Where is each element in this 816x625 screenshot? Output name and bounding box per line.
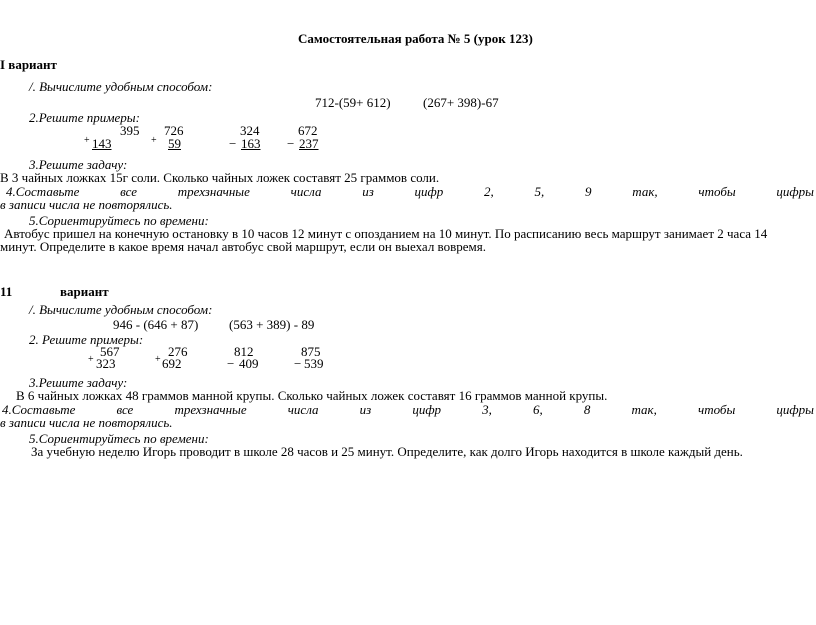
v2-ex1-top: 567 xyxy=(100,344,120,359)
v1-ex1-bottom: 143 xyxy=(92,136,112,151)
v2-ex3-top: 812 xyxy=(234,344,254,359)
v1-task4-word: 4.Составьте xyxy=(6,184,80,199)
v1-task1-label: /. Вычислите удобным способом: xyxy=(29,79,213,94)
v2-ex4-bottom: 539 xyxy=(304,356,324,371)
v1-ex1-op: + xyxy=(84,135,90,146)
v2-task4-word: трехзначные xyxy=(174,402,247,417)
v2-ex1-op: + xyxy=(88,354,94,365)
v2-task3-label: 3.Решите задачу: xyxy=(29,375,128,390)
v1-ex3-bottom: 163 xyxy=(241,136,261,151)
v1-task5-label: 5.Сориентируйтесь по времени: xyxy=(29,213,209,228)
v1-ex1-top: 395 xyxy=(120,123,140,138)
v2-task4-word: 8 xyxy=(583,402,591,417)
v2-task4-line2: в записи числа не повторялись. xyxy=(0,415,173,430)
v2-task4-word: все xyxy=(116,402,134,417)
v2-task5-label: 5.Сориентируйтесь по времени: xyxy=(29,431,209,446)
v1-task4-word: так, xyxy=(632,184,658,199)
v1-task4-word: трехзначные xyxy=(177,184,250,199)
v2-task4-word: чтобы xyxy=(698,402,736,417)
v2-task5-text: За учебную неделю Игорь проводит в школе 28 часов и 25 минут. Определите, как долго Игорь находится в школе каждый день. xyxy=(31,444,743,459)
v2-ex4-op: − xyxy=(294,356,302,371)
v2-task3-text: В 6 чайных ложках 48 граммов манной крупы. Сколько чайных ложек составят 16 граммов манной крупы. xyxy=(16,388,608,403)
v2-task4-word: цифры xyxy=(776,402,814,417)
v1-task4-word: 2, xyxy=(484,184,494,199)
v1-task4-word: из xyxy=(362,184,374,199)
v1-task4-word: цифры xyxy=(776,184,814,199)
v2-ex2-top: 276 xyxy=(168,344,188,359)
v2-task4-word: из xyxy=(359,402,372,417)
v2-ex2-bottom: 692 xyxy=(162,356,182,371)
v1-task3-text: В 3 чайных ложках 15г соли. Сколько чайных ложек составят 25 граммов соли. xyxy=(0,170,440,185)
v2-ex1-bottom: 323 xyxy=(96,356,116,371)
v1-task2-label: 2.Решите примеры: xyxy=(29,110,140,125)
v1-ex4-op: − xyxy=(287,136,295,151)
v2-task4-word: числа xyxy=(287,402,319,417)
v1-ex3-top: 324 xyxy=(240,123,260,138)
v1-ex3-op: − xyxy=(229,136,237,151)
v2-task2-label: 2. Решите примеры: xyxy=(29,332,144,347)
v1-task4-word: 5, xyxy=(534,184,545,199)
v1-task1-expr2: (267+ 398)-67 xyxy=(423,95,499,110)
v1-task4-word: цифр xyxy=(414,184,444,199)
variant-1-heading: I вариант xyxy=(0,57,57,72)
v1-task4-line2: в записи числа не повторялись. xyxy=(0,197,173,212)
v1-task5-line2: минут. Определите в какое время начал автобус свой маршрут, если он выехал вовремя. xyxy=(0,239,486,254)
v1-task4-word: чтобы xyxy=(698,184,736,199)
v1-task1-expr1: 712-(59+ 612) xyxy=(315,95,391,110)
v1-ex2-op: + xyxy=(151,135,157,146)
v2-task4-word: 3, xyxy=(482,402,492,417)
v2-ex2-op: + xyxy=(155,354,161,365)
page-title: Самостоятельная работа № 5 (урок 123) xyxy=(298,31,533,46)
v1-task4-word: все xyxy=(120,184,137,199)
v2-task1-expr1: 946 - (646 + 87) xyxy=(113,317,199,332)
v2-task4-word: 6, xyxy=(533,402,543,417)
variant-2-heading-number: 11 xyxy=(0,284,13,299)
v2-task4-word: цифр xyxy=(412,402,442,417)
v1-ex4-bottom: 237 xyxy=(299,136,319,151)
v2-ex3-op: − xyxy=(227,356,235,371)
v1-ex2-top: 726 xyxy=(164,123,184,138)
v1-task4-word: числа xyxy=(290,184,322,199)
v1-ex4-top: 672 xyxy=(298,123,318,138)
v2-task1-label: /. Вычислите удобным способом: xyxy=(29,302,213,317)
v1-task5-line1: Автобус пришел на конечную остановку в 10 часов 12 минут с опозданием на 10 минут. По расписанию весь маршрут занимает 2 часа 14 xyxy=(4,226,768,241)
v1-task3-label: 3.Решите задачу: xyxy=(29,157,128,172)
v1-ex2-bottom: 59 xyxy=(168,136,181,151)
v2-task4-word: так, xyxy=(631,402,657,417)
v2-ex3-bottom: 409 xyxy=(239,356,259,371)
variant-2-heading: вариант xyxy=(60,284,109,299)
v1-task4-word: 9 xyxy=(585,184,592,199)
v2-task1-expr2: (563 + 389) - 89 xyxy=(229,317,315,332)
v2-task4-word: 4.Составьте xyxy=(2,402,76,417)
v2-ex4-top: 875 xyxy=(301,344,321,359)
